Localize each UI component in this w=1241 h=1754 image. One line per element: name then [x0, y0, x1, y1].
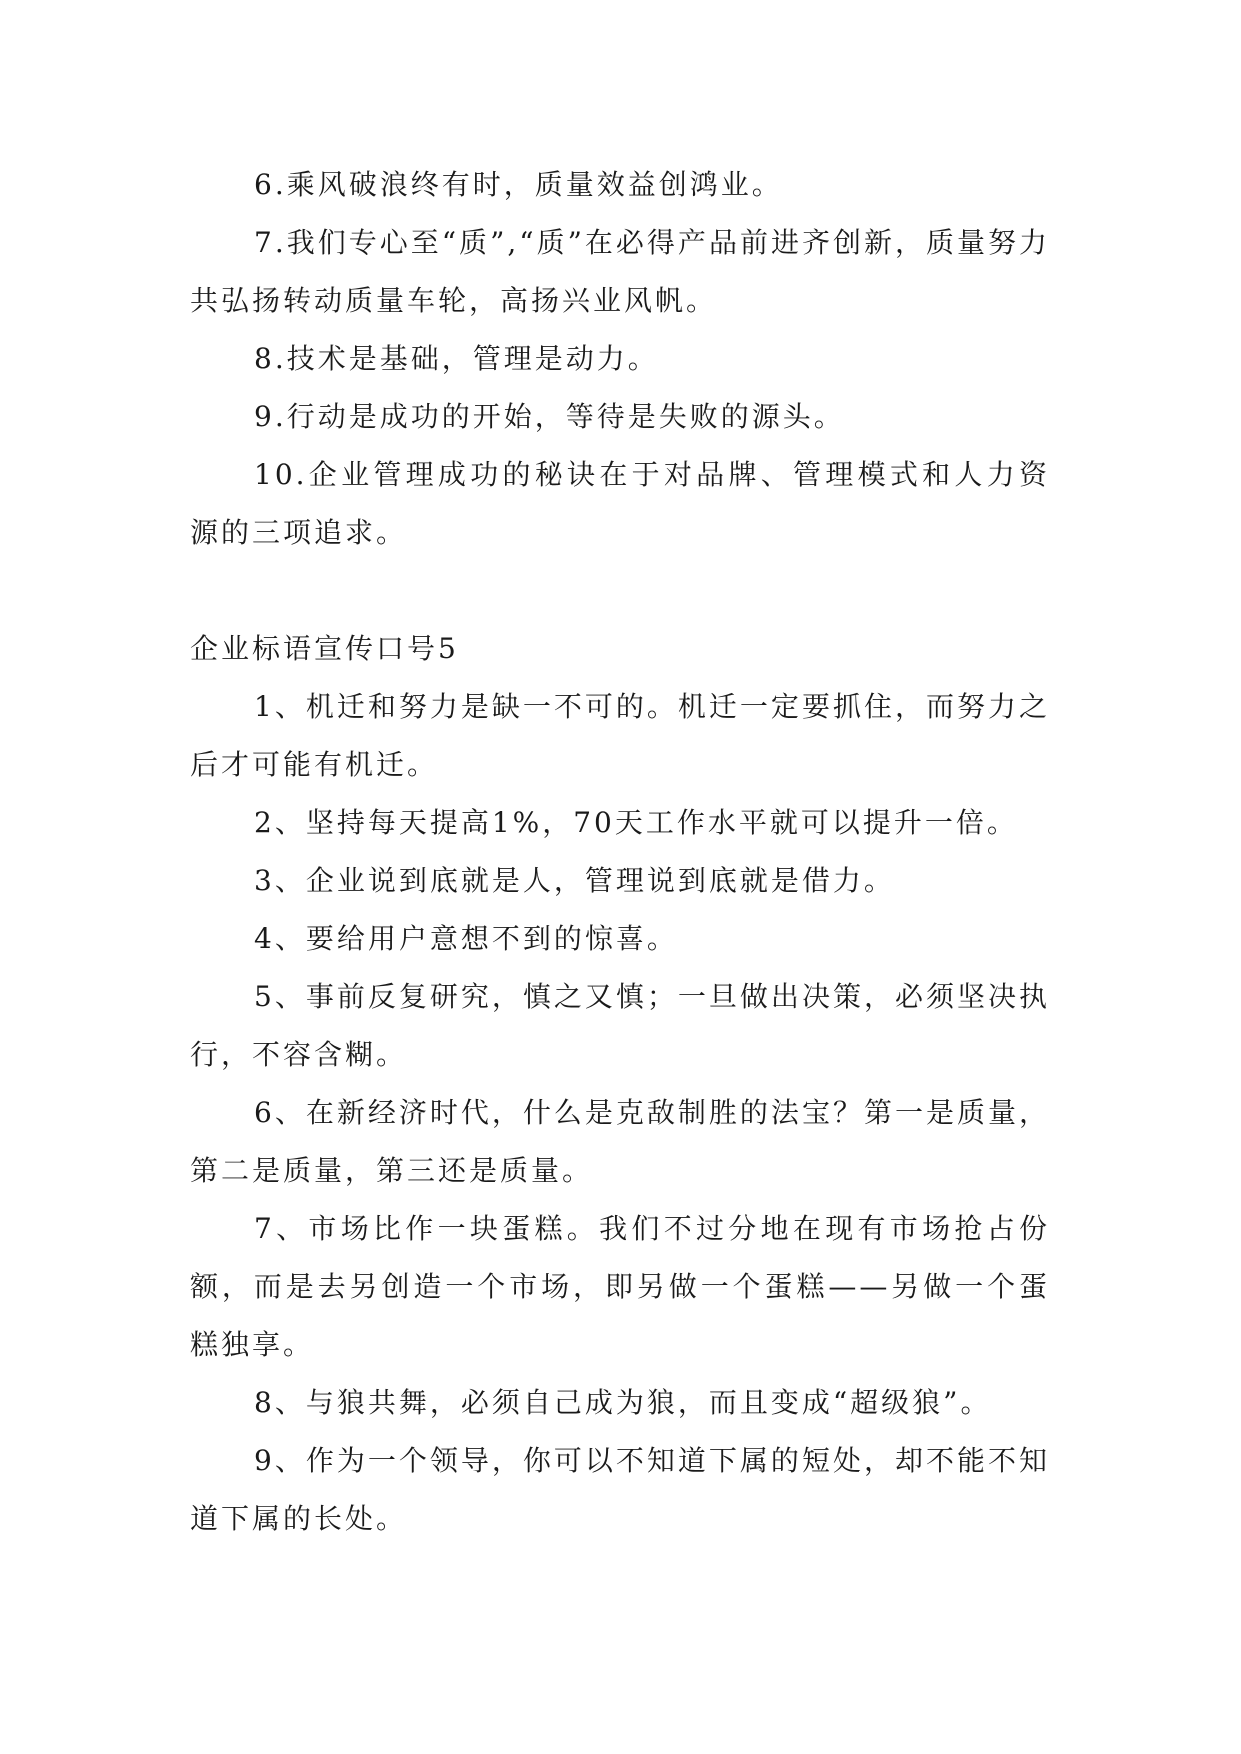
slogan-item: 1、机迁和努力是缺一不可的。机迁一定要抓住，而努力之后才可能有机迁。: [190, 690, 1050, 781]
document-body: [190, 156, 1050, 1548]
slogan-item: 9.行动是成功的开始，等待是失败的源头。: [254, 400, 845, 433]
slogan-item: 6、在新经济时代，什么是克敌制胜的法宝？第一是质量，第二是质量，第三还是质量。: [190, 1096, 1050, 1187]
slogan-item: 10.企业管理成功的秘诀在于对品牌、管理模式和人力资源的三项追求。: [190, 458, 1050, 549]
slogan-item: 8.技术是基础，管理是动力。: [254, 342, 659, 375]
slogan-item: 8、与狼共舞，必须自己成为狼，而且变成“超级狼”。: [254, 1386, 992, 1419]
slogan-item: 5、事前反复研究，慎之又慎；一旦做出决策，必须坚决执行，不容含糊。: [190, 980, 1050, 1071]
slogan-item: 2、坚持每天提高1%，70天工作水平就可以提升一倍。: [254, 806, 1018, 839]
slogan-item: 4、要给用户意想不到的惊喜。: [254, 922, 678, 955]
slogan-item: 3、企业说到底就是人，管理说到底就是借力。: [254, 864, 895, 897]
slogan-item: 9、作为一个领导，你可以不知道下属的短处，却不能不知道下属的长处。: [190, 1444, 1050, 1535]
slogan-item: 7.我们专心至“质”,“质”在必得产品前进齐创新，质量努力共弘扬转动质量车轮，高扬兴业风帆。: [190, 226, 1050, 317]
slogan-item: 7、市场比作一块蛋糕。我们不过分地在现有市场抢占份额，而是去另创造一个市场，即另做一个蛋糕——另做一个蛋糕独享。: [190, 1212, 1050, 1361]
section-heading: 企业标语宣传口号5: [190, 632, 459, 665]
slogan-item: 6.乘风破浪终有时，质量效益创鸿业。: [254, 168, 783, 201]
